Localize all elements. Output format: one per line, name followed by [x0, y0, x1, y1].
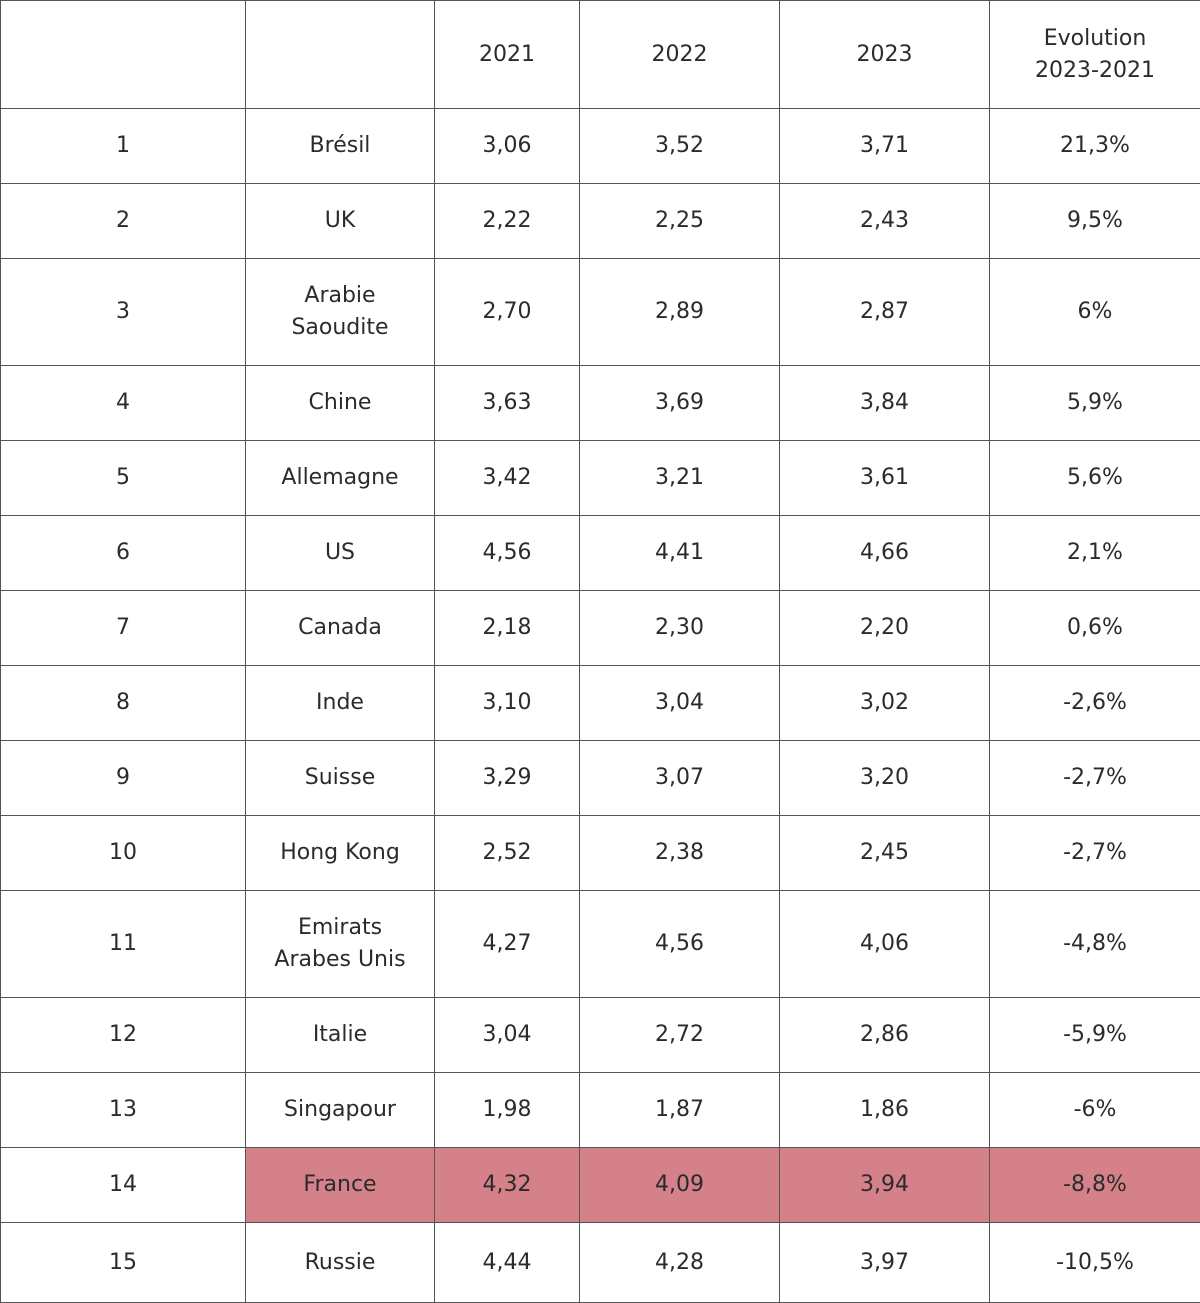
value-2021-cell: 4,27 — [435, 891, 580, 998]
country-cell: Brésil — [246, 109, 435, 184]
value-2022-cell: 4,56 — [580, 891, 780, 998]
rank-cell: 4 — [1, 366, 246, 441]
table-row — [1, 891, 1200, 998]
rank-cell: 13 — [1, 1073, 246, 1148]
table-row — [1, 184, 1200, 259]
rank-cell: 10 — [1, 816, 246, 891]
evolution-cell: -2,7% — [990, 816, 1200, 891]
table-row — [1, 591, 1200, 666]
value-2021-cell: 3,63 — [435, 366, 580, 441]
value-2021-cell: 3,06 — [435, 109, 580, 184]
country-cell: Suisse — [246, 741, 435, 816]
table-row — [1, 516, 1200, 591]
evolution-cell: 9,5% — [990, 184, 1200, 259]
value-2021-cell: 4,44 — [435, 1223, 580, 1303]
rank-cell: 6 — [1, 516, 246, 591]
rank-cell: 11 — [1, 891, 246, 998]
table-row — [1, 441, 1200, 516]
value-2022-cell: 2,89 — [580, 259, 780, 366]
table-row — [1, 1073, 1200, 1148]
evolution-cell: 0,6% — [990, 591, 1200, 666]
header-evolution-label: Evolution 2023-2021 — [1035, 23, 1155, 87]
value-2021-cell: 4,56 — [435, 516, 580, 591]
value-2022-cell: 4,28 — [580, 1223, 780, 1303]
country-cell: Chine — [246, 366, 435, 441]
evolution-cell: 6% — [990, 259, 1200, 366]
value-2022-cell: 3,21 — [580, 441, 780, 516]
country-cell — [246, 891, 435, 998]
value-2021-cell: 2,22 — [435, 184, 580, 259]
evolution-cell: -8,8% — [990, 1148, 1200, 1223]
value-2021-cell: 2,70 — [435, 259, 580, 366]
evolution-cell: 21,3% — [990, 109, 1200, 184]
value-2021-cell: 3,29 — [435, 741, 580, 816]
country-cell: Canada — [246, 591, 435, 666]
evolution-cell: -2,6% — [990, 666, 1200, 741]
table-row-highlighted — [1, 1148, 1200, 1223]
value-2023-cell: 3,97 — [780, 1223, 990, 1303]
value-2021-cell: 4,32 — [435, 1148, 580, 1223]
header-row — [1, 1, 1200, 109]
evolution-cell: -4,8% — [990, 891, 1200, 998]
country-label: Emirats Arabes Unis — [274, 912, 405, 976]
evolution-cell: 2,1% — [990, 516, 1200, 591]
value-2022-cell: 1,87 — [580, 1073, 780, 1148]
value-2023-cell: 2,86 — [780, 998, 990, 1073]
country-cell: Russie — [246, 1223, 435, 1303]
table-row — [1, 998, 1200, 1073]
header-2023: 2023 — [780, 1, 990, 109]
rank-cell: 8 — [1, 666, 246, 741]
evolution-cell: -5,9% — [990, 998, 1200, 1073]
country-cell: Singapour — [246, 1073, 435, 1148]
value-2023-cell: 2,45 — [780, 816, 990, 891]
value-2023-cell: 4,06 — [780, 891, 990, 998]
value-2023-cell: 4,66 — [780, 516, 990, 591]
country-cell: UK — [246, 184, 435, 259]
value-2023-cell: 3,84 — [780, 366, 990, 441]
rank-cell: 3 — [1, 259, 246, 366]
country-label: Arabie Saoudite — [291, 280, 388, 344]
country-cell — [246, 259, 435, 366]
table-row — [1, 816, 1200, 891]
value-2021-cell: 2,52 — [435, 816, 580, 891]
rank-cell: 15 — [1, 1223, 246, 1303]
country-cell: Italie — [246, 998, 435, 1073]
value-2022-cell: 3,52 — [580, 109, 780, 184]
rank-cell: 9 — [1, 741, 246, 816]
table-row — [1, 259, 1200, 366]
header-2021: 2021 — [435, 1, 580, 109]
value-2022-cell: 3,04 — [580, 666, 780, 741]
country-cell: France — [246, 1148, 435, 1223]
value-2023-cell: 3,71 — [780, 109, 990, 184]
table-row — [1, 741, 1200, 816]
value-2023-cell: 3,94 — [780, 1148, 990, 1223]
table-row — [1, 109, 1200, 184]
evolution-cell: 5,6% — [990, 441, 1200, 516]
evolution-cell: 5,9% — [990, 366, 1200, 441]
evolution-cell: -6% — [990, 1073, 1200, 1148]
value-2023-cell: 3,61 — [780, 441, 990, 516]
value-2023-cell: 3,20 — [780, 741, 990, 816]
rank-cell: 5 — [1, 441, 246, 516]
rank-cell: 2 — [1, 184, 246, 259]
value-2022-cell: 2,25 — [580, 184, 780, 259]
country-cell: Hong Kong — [246, 816, 435, 891]
value-2021-cell: 3,42 — [435, 441, 580, 516]
value-2021-cell: 2,18 — [435, 591, 580, 666]
value-2021-cell: 3,04 — [435, 998, 580, 1073]
value-2023-cell: 2,20 — [780, 591, 990, 666]
table-row — [1, 666, 1200, 741]
value-2021-cell: 3,10 — [435, 666, 580, 741]
value-2022-cell: 3,07 — [580, 741, 780, 816]
rank-cell: 12 — [1, 998, 246, 1073]
country-cell: Inde — [246, 666, 435, 741]
rank-cell: 14 — [1, 1148, 246, 1223]
value-2022-cell: 4,41 — [580, 516, 780, 591]
evolution-cell: -10,5% — [990, 1223, 1200, 1303]
value-2023-cell: 1,86 — [780, 1073, 990, 1148]
value-2023-cell: 2,43 — [780, 184, 990, 259]
value-2022-cell: 3,69 — [580, 366, 780, 441]
rank-cell: 1 — [1, 109, 246, 184]
header-country — [246, 1, 435, 109]
value-2022-cell: 4,09 — [580, 1148, 780, 1223]
value-2023-cell: 2,87 — [780, 259, 990, 366]
evolution-cell: -2,7% — [990, 741, 1200, 816]
value-2021-cell: 1,98 — [435, 1073, 580, 1148]
value-2022-cell: 2,72 — [580, 998, 780, 1073]
value-2022-cell: 2,30 — [580, 591, 780, 666]
rank-cell: 7 — [1, 591, 246, 666]
header-rank — [1, 1, 246, 109]
country-cell: US — [246, 516, 435, 591]
country-cell: Allemagne — [246, 441, 435, 516]
table-row — [1, 1223, 1200, 1303]
value-2023-cell: 3,02 — [780, 666, 990, 741]
value-2022-cell: 2,38 — [580, 816, 780, 891]
header-evolution — [990, 1, 1200, 109]
header-2022: 2022 — [580, 1, 780, 109]
table-row — [1, 366, 1200, 441]
